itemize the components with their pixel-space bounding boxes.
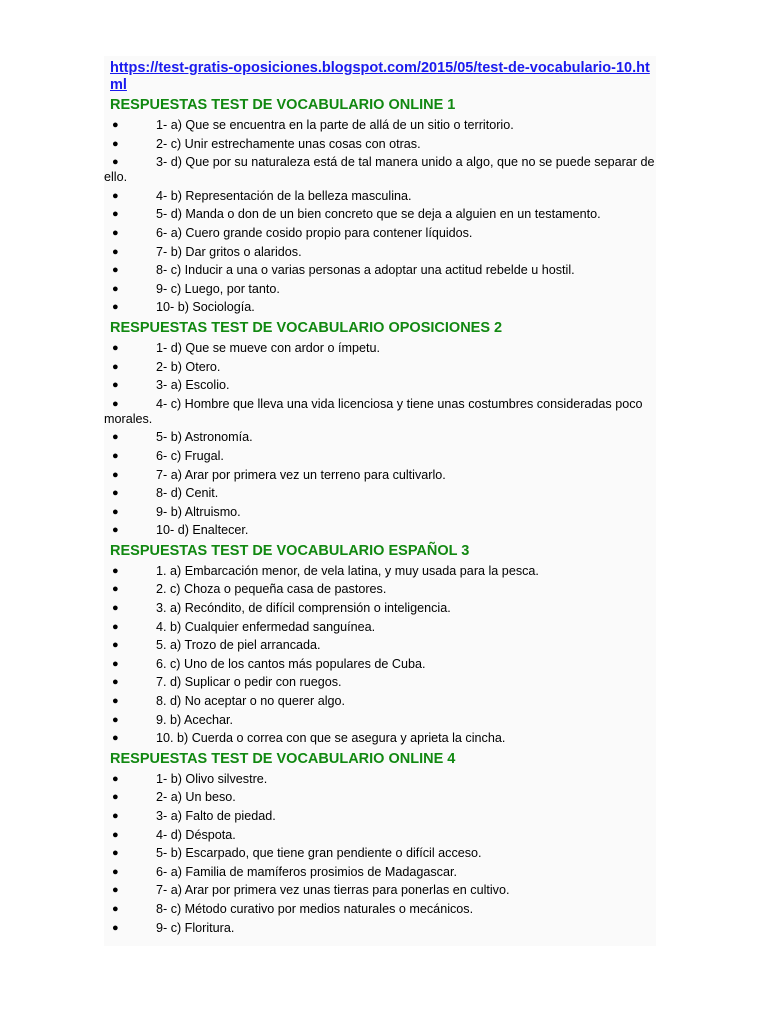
bullet-icon: ● xyxy=(112,487,119,500)
list-item: ● 3- a) Falto de piedad. xyxy=(112,809,276,823)
list-item: ● 3. a) Recóndito, de difícil comprensión o inteligencia. xyxy=(112,601,451,616)
bullet-icon: ● xyxy=(112,921,119,934)
list-item: ● 8. d) No aceptar o no querer algo. xyxy=(112,694,346,709)
list-item: ● 5- d) Manda o don de un bien concreto que se deja a alguien en un testamento. xyxy=(112,207,601,222)
list-item: ● 5. a) Trozo de piel arrancada. xyxy=(112,638,321,653)
list-item: ● 7- a) Arar por primera vez unas tierras para ponerlas en cultivo. xyxy=(112,883,510,898)
list-item: ● 1- a) Que se encuentra en la parte de allá de un sitio o territorio. xyxy=(112,118,514,132)
answer-list xyxy=(104,118,656,315)
list-item: ● 7- a) Arar por primera vez un terreno para cultivarlo. xyxy=(112,467,446,482)
section-heading: RESPUESTAS TEST DE VOCABULARIO ONLINE 1 xyxy=(110,97,456,113)
bullet-icon: ● xyxy=(112,449,119,462)
list-item: ● 2- b) Otero. xyxy=(112,359,221,374)
bullet-icon: ● xyxy=(112,264,119,277)
answer-list xyxy=(104,341,656,538)
bullet-icon: ● xyxy=(112,505,119,518)
list-item: ● 8- c) Inducir a una o varias personas a adoptar una actitud rebelde u hostil. xyxy=(112,263,575,278)
list-item: ● 9- b) Altruismo. xyxy=(112,504,241,519)
bullet-icon: ● xyxy=(112,431,119,444)
list-item: ● 8- c) Método curativo por medios naturales o mecánicos. xyxy=(112,901,474,916)
list-item: ● 3- d) Que por su naturaleza está de tal manera unido a algo, que no se puede separar de ello. xyxy=(104,155,655,185)
bullet-icon: ● xyxy=(112,524,119,537)
list-item: ● 4. b) Cualquier enfermedad sanguínea. xyxy=(112,619,376,634)
bullet-icon: ● xyxy=(112,695,119,708)
section-2 xyxy=(104,319,656,538)
list-item: ● 6- c) Frugal. xyxy=(112,448,224,463)
list-item: ● 10- b) Sociología. xyxy=(112,300,255,315)
answer-list xyxy=(104,772,656,936)
list-item: ● 7. d) Suplicar o pedir con ruegos. xyxy=(112,675,342,690)
list-item: ● 9- c) Floritura. xyxy=(112,920,235,935)
bullet-icon: ● xyxy=(112,657,119,670)
section-heading: RESPUESTAS TEST DE VOCABULARIO ESPAÑOL 3 xyxy=(110,542,470,559)
list-item: ● 9. b) Acechar. xyxy=(112,712,234,727)
bullet-icon: ● xyxy=(112,119,119,131)
section-heading: RESPUESTAS TEST DE VOCABULARIO OPOSICIONES 2 xyxy=(110,319,503,336)
list-item: ● 6- a) Cuero grande cosido propio para contener líquidos. xyxy=(112,225,473,240)
list-item: ● 4- d) Déspota. xyxy=(112,827,236,842)
list-item: ● 7- b) Dar gritos o alaridos. xyxy=(112,244,302,259)
bullet-icon: ● xyxy=(112,828,119,841)
bullet-icon: ● xyxy=(112,468,119,481)
list-item: ● 3- a) Escolio. xyxy=(112,378,230,393)
list-item: ● 5- b) Astronomía. xyxy=(112,430,253,445)
list-item: ● 1. a) Embarcación menor, de vela latina, y muy usada para la pesca. xyxy=(112,563,539,578)
bullet-icon: ● xyxy=(112,397,119,410)
bullet-icon: ● xyxy=(112,208,119,221)
list-item: ● 10- d) Enaltecer. xyxy=(112,523,249,538)
list-item: ● 4- c) Hombre que lleva una vida licenciosa y tiene unas costumbres consideradas poco morales. xyxy=(104,396,643,426)
list-item: ● 6- a) Familia de mamíferos prosimios de Madagascar. xyxy=(112,864,457,879)
list-item: ● 4- b) Representación de la belleza masculina. xyxy=(112,188,412,203)
section-4 xyxy=(104,750,656,936)
bullet-icon: ● xyxy=(112,676,119,689)
answer-list xyxy=(104,564,656,746)
bullet-icon: ● xyxy=(112,847,119,860)
source-link[interactable]: https://test-gratis-oposiciones.blogspot.com/2015/05/test-de-vocabulario-10.html xyxy=(110,60,650,93)
bullet-icon: ● xyxy=(112,156,119,169)
bullet-icon: ● xyxy=(112,341,119,354)
bullet-icon: ● xyxy=(112,137,119,150)
bullet-icon: ● xyxy=(112,884,119,897)
list-item: ● 10. b) Cuerda o correa con que se asegura y aprieta la cincha. xyxy=(112,731,506,746)
bullet-icon: ● xyxy=(112,282,119,295)
section-3 xyxy=(104,542,656,746)
bullet-icon: ● xyxy=(112,360,119,373)
list-item: ● 8- d) Cenit. xyxy=(112,486,219,501)
bullet-icon: ● xyxy=(112,245,119,258)
bullet-icon: ● xyxy=(112,602,119,615)
bullet-icon: ● xyxy=(112,301,119,314)
document-page xyxy=(104,56,656,946)
bullet-icon: ● xyxy=(112,564,119,577)
bullet-icon: ● xyxy=(112,772,119,785)
bullet-icon: ● xyxy=(112,791,119,804)
bullet-icon: ● xyxy=(112,379,119,392)
bullet-icon: ● xyxy=(112,865,119,878)
list-item: ● 6. c) Uno de los cantos más populares de Cuba. xyxy=(112,656,426,671)
section-1 xyxy=(104,96,656,315)
list-item: ● 1- b) Olivo silvestre. xyxy=(112,771,268,786)
list-item: ● 2. c) Choza o pequeña casa de pastores. xyxy=(112,582,387,597)
bullet-icon: ● xyxy=(112,639,119,652)
bullet-icon: ● xyxy=(112,810,119,822)
bullet-icon: ● xyxy=(112,732,119,745)
list-item: ● 9- c) Luego, por tanto. xyxy=(112,281,280,296)
list-item: ● 2- c) Unir estrechamente unas cosas con otras. xyxy=(112,136,421,151)
bullet-icon: ● xyxy=(112,189,119,202)
bullet-icon: ● xyxy=(112,902,119,915)
bullet-icon: ● xyxy=(112,583,119,596)
bullet-icon: ● xyxy=(112,226,119,239)
section-heading: RESPUESTAS TEST DE VOCABULARIO ONLINE 4 xyxy=(110,750,456,767)
list-item: ● 1- d) Que se mueve con ardor o ímpetu. xyxy=(112,340,381,355)
list-item: ● 5- b) Escarpado, que tiene gran pendiente o difícil acceso. xyxy=(112,846,482,861)
bullet-icon: ● xyxy=(112,620,119,633)
bullet-icon: ● xyxy=(112,713,119,726)
list-item: ● 2- a) Un beso. xyxy=(112,790,236,805)
